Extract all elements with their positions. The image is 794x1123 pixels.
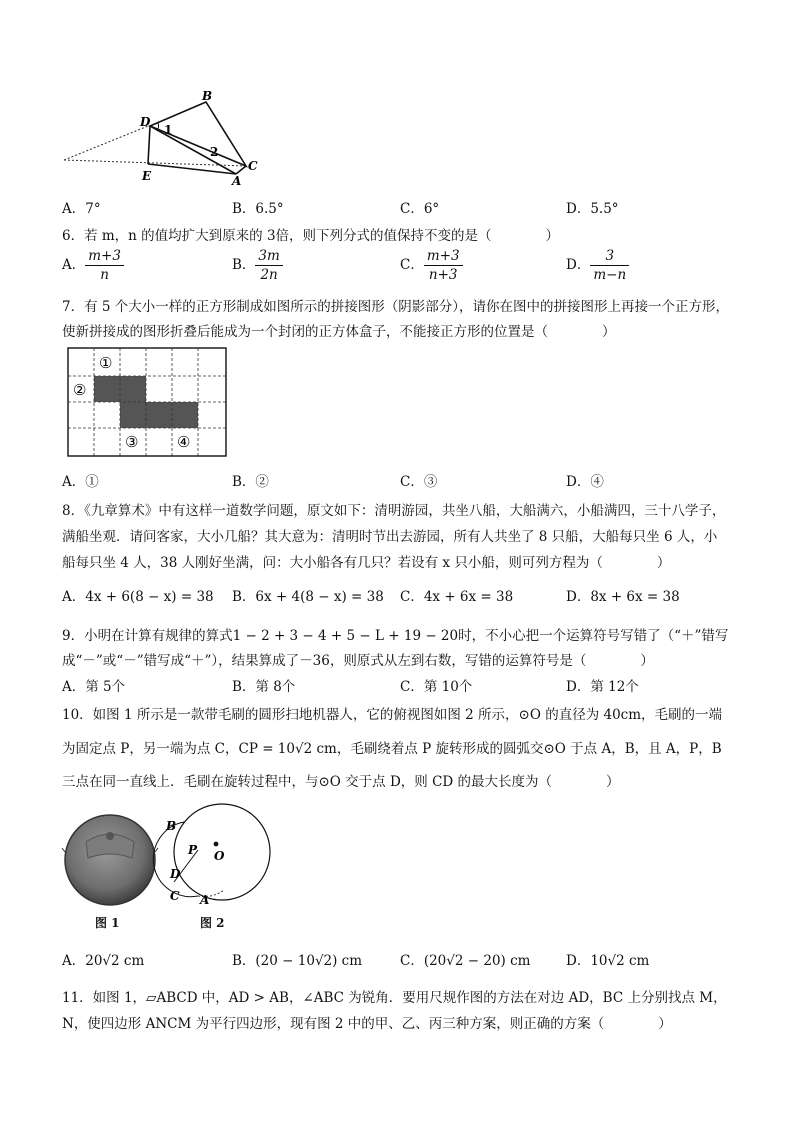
label-b: B: [166, 819, 177, 833]
robot-body: [65, 815, 155, 905]
q7-option-d[interactable]: D．④: [566, 474, 604, 490]
point-o: [214, 842, 219, 847]
q9-option-c[interactable]: C．第 10个: [400, 679, 473, 695]
q5-figure: [60, 88, 270, 188]
label-a: A: [232, 174, 242, 188]
q6-option-d[interactable]: [566, 247, 629, 284]
label-b: B: [202, 89, 213, 103]
q6-option-b-label: B．: [232, 257, 256, 273]
q5-option-a[interactable]: A．7°: [62, 201, 101, 217]
q11-line2: N，使四边形 ANCM 为平行四边形，现有图 2 中的甲、乙、丙三种方案，则正确的方案（ ）: [62, 1016, 672, 1032]
q5-option-b[interactable]: B．6.5°: [232, 201, 284, 217]
q10-figure-2: [160, 800, 280, 908]
label-d: D: [140, 115, 151, 129]
mark-3: ③: [125, 433, 139, 451]
q6-b-num: 3m: [255, 247, 282, 266]
q10-figure-1: [62, 812, 158, 908]
mark-1: ①: [99, 354, 113, 372]
q9-option-d[interactable]: D．第 12个: [566, 679, 639, 695]
q7-stem-line2: 使新拼接成的图形折叠后能成为一个封闭的正方体盒子，不能接正方形的位置是（ ）: [62, 324, 616, 340]
shaded-square-5: [172, 402, 198, 428]
shaded-square-3: [120, 402, 146, 428]
q7-option-b[interactable]: B．②: [232, 474, 269, 490]
q8-option-a[interactable]: A．4x + 6(8 − x) = 38: [62, 589, 214, 605]
q8-option-b[interactable]: B．6x + 4(8 − x) = 38: [232, 589, 384, 605]
segment-ea: [148, 164, 236, 174]
q10-option-c[interactable]: C．(20√2 − 20) cm: [400, 953, 531, 969]
q6-option-d-label: D．: [566, 257, 591, 273]
q9-option-a[interactable]: A．第 5个: [62, 679, 126, 695]
q8-option-c[interactable]: C．4x + 6x = 38: [400, 589, 514, 605]
q6-c-num: m+3: [424, 247, 463, 266]
q10-line2: 为固定点 P，另一端为点 C，CP = 10√2 cm，毛刷绕着点 P 旋转形成的圆弧交⊙O 于点 A，B，且 A，P，B: [62, 741, 722, 757]
dotted-line-1: [64, 126, 148, 160]
q6-option-a-label: A．: [62, 257, 86, 273]
label-a: A: [200, 893, 210, 907]
q11-line1: 11．如图 1，▱ABCD 中，AD > AB，∠ABC 为锐角．要用尺规作图的方法在对边 AD，BC 上分别找点 M，: [62, 990, 727, 1006]
q10-line3: 三点在同一直线上．毛刷在旋转过程中，与⊙O 交于点 D，则 CD 的最大长度为（ ）: [62, 774, 620, 790]
label-c: C: [170, 889, 180, 903]
q8-line3: 船每只坐 4 人，38 人刚好坐满，问：大小船各有几只？若设有 x 只小船，则可列方程为（ ）: [62, 555, 671, 571]
shaded-square-4: [146, 402, 172, 428]
q10-option-b[interactable]: B．(20 − 10√2) cm: [232, 953, 363, 969]
q6-option-b[interactable]: [232, 247, 283, 284]
q8-line1: 8．《九章算术》中有这样一道数学问题，原文如下：清明游园，共坐八船，大船满六，小船满四，三十八学子，: [62, 503, 726, 519]
q6-a-num: m+3: [85, 247, 124, 266]
q10-figure-2-caption: 图 2: [200, 916, 225, 930]
q6-option-a[interactable]: [62, 247, 124, 284]
label-1: 1: [164, 123, 173, 137]
q8-line2: 满船坐观．请问客家，大小几船？其大意为：清明时节出去游园，所有人共坐了 8 只船，大船每只坐 6 人，小: [62, 529, 718, 545]
q6-d-num: 3: [590, 247, 629, 266]
brush-left: [62, 848, 65, 852]
shaded-square-1: [94, 376, 120, 402]
mark-2: ②: [73, 381, 87, 399]
q7-stem-line1: 7．有 5 个大小一样的正方形制成如图所示的拼接图形（阴影部分），请你在图中的拼接图形上再接一个正方形，: [62, 299, 730, 315]
q10-option-d[interactable]: D．10√2 cm: [566, 953, 650, 969]
q10-option-a[interactable]: A．20√2 cm: [62, 953, 145, 969]
segment-de: [148, 126, 150, 164]
q8-option-d[interactable]: D．8x + 6x = 38: [566, 589, 680, 605]
q6-option-c-label: C．: [400, 257, 424, 273]
q7-grid-figure: [68, 348, 226, 456]
label-2: 2: [210, 145, 219, 159]
shaded-square-2: [120, 376, 146, 402]
q7-option-c[interactable]: C．③: [400, 474, 438, 490]
mark-4: ④: [177, 433, 191, 451]
q10-figure-1-caption: 图 1: [95, 916, 120, 930]
label-o: O: [214, 849, 225, 863]
label-c: C: [248, 159, 258, 173]
q5-option-c[interactable]: C．6°: [400, 201, 440, 217]
brush-right: [155, 848, 158, 852]
q6-d-den: m−n: [593, 267, 627, 283]
q9-line1: 9．小明在计算有规律的算式1 − 2 + 3 − 4 + 5 − L + 19 − 20时，不小心把一个运算符号写错了（“＋”错写: [62, 628, 729, 644]
label-d: D: [170, 867, 181, 881]
q9-option-b[interactable]: B．第 8个: [232, 679, 296, 695]
q6-a-den: n: [100, 267, 109, 283]
q6-b-den: 2n: [260, 267, 278, 283]
q5-option-d[interactable]: D．5.5°: [566, 201, 619, 217]
robot-button: [106, 832, 114, 840]
segment-ac: [236, 166, 246, 174]
q9-line2: 成“－”或“－”错写成“＋”），结果算成了－36，则原式从左到右数，写错的运算符号是（ ）: [62, 653, 654, 669]
q6-c-den: n+3: [428, 267, 458, 283]
segment-da: [150, 126, 236, 174]
q6-stem: 6．若 m，n 的值均扩大到原来的 3倍，则下列分式的值保持不变的是（ ）: [62, 228, 560, 244]
q7-option-a[interactable]: A．①: [62, 474, 99, 490]
q6-option-c[interactable]: [400, 247, 463, 284]
q10-line1: 10．如图 1 所示是一款带毛刷的圆形扫地机器人，它的俯视图如图 2 所示，⊙O 的直径为 40cm，毛刷的一端: [62, 707, 723, 723]
label-p: P: [188, 843, 198, 857]
label-e: E: [142, 169, 152, 183]
